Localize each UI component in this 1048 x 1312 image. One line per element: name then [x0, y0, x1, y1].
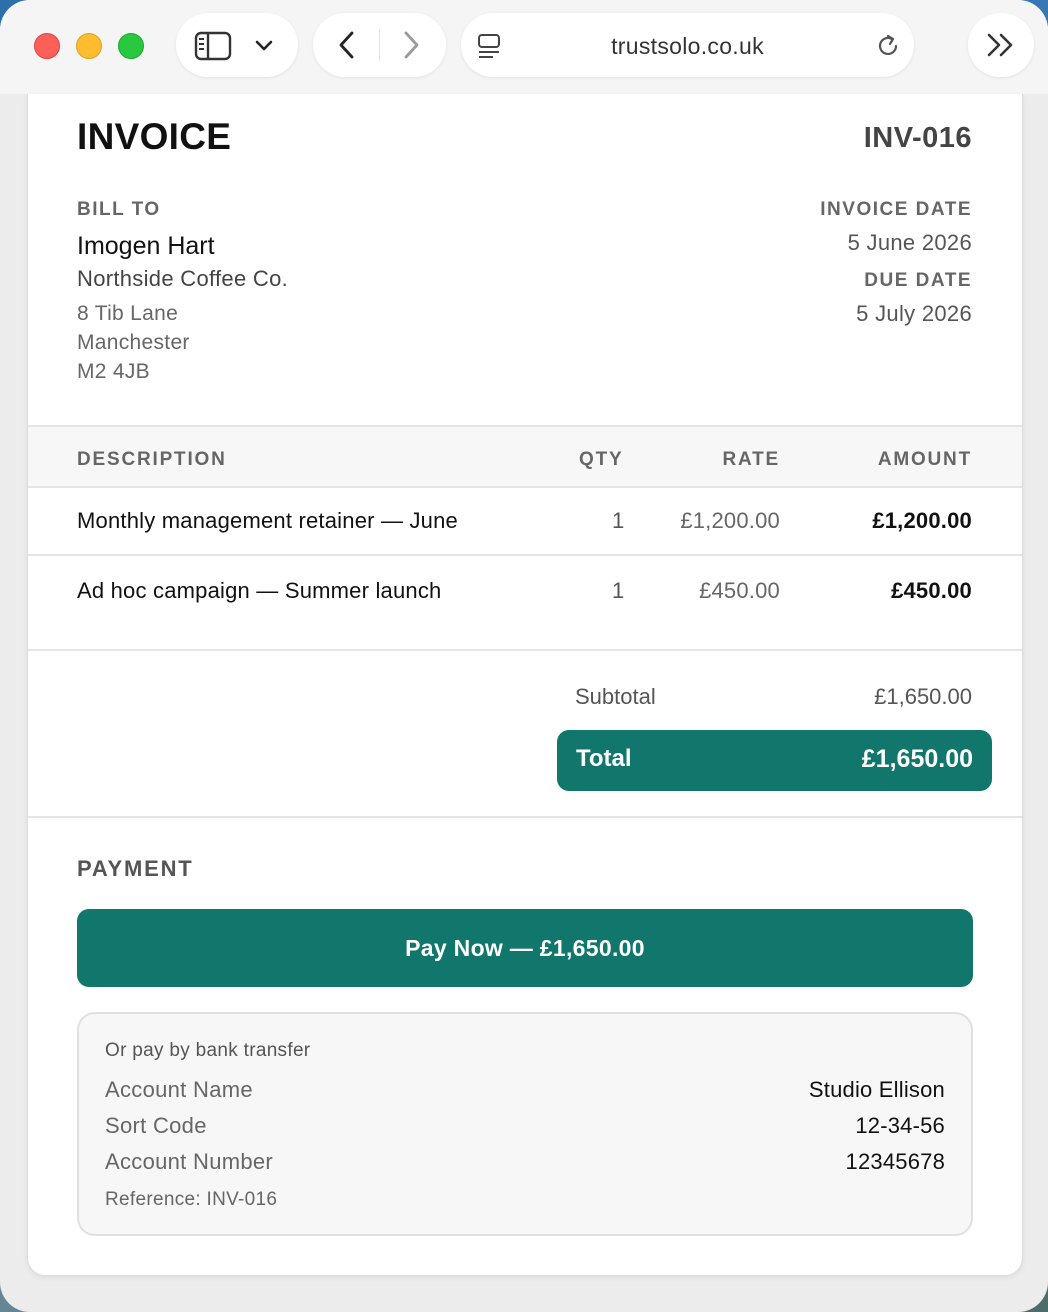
table-row [28, 558, 1022, 626]
account-name-label: Account Name [105, 1077, 253, 1102]
sort-code-value: 12-34-56 [855, 1113, 945, 1138]
client-name: Imogen Hart [77, 232, 215, 260]
column-header-qty: QTY [579, 449, 624, 470]
pay-now-button[interactable]: Pay Now — £1,650.00 [77, 909, 973, 987]
zoom-window-button[interactable] [118, 33, 144, 59]
account-number-value: 12345678 [845, 1149, 945, 1174]
back-icon[interactable] [335, 29, 359, 61]
row-description: Monthly management retainer — June [77, 508, 458, 533]
more-tools-group [968, 13, 1034, 77]
sidebar-toggle-group [176, 13, 298, 77]
column-header-rate: RATE [722, 449, 780, 470]
due-date-label: DUE DATE [864, 270, 972, 291]
row-amount: £1,200.00 [872, 508, 972, 533]
address-line: M2 4JB [77, 360, 150, 383]
address-bar[interactable] [461, 13, 914, 77]
table-row [28, 488, 1022, 556]
url-text[interactable]: trustsolo.co.uk [611, 33, 764, 59]
account-name-value: Studio Ellison [808, 1077, 945, 1102]
column-header-description: DESCRIPTION [77, 449, 227, 470]
payment-reference: Reference: INV-016 [105, 1189, 278, 1210]
client-company: Northside Coffee Co. [77, 266, 289, 291]
row-rate: £450.00 [699, 578, 780, 603]
address-line: 8 Tib Lane [77, 302, 179, 325]
due-date: 5 July 2026 [856, 301, 972, 326]
forward-icon[interactable] [399, 29, 423, 61]
row-rate: £1,200.00 [680, 508, 780, 533]
subtotal-label: Subtotal [575, 684, 656, 709]
sort-code-label: Sort Code [105, 1113, 207, 1138]
bank-transfer-box [77, 1012, 973, 1236]
total-value: £1,650.00 [861, 745, 973, 773]
chevrons-right-icon[interactable] [985, 31, 1017, 59]
invoice-date: 5 June 2026 [847, 230, 972, 255]
invoice-title: INVOICE [77, 116, 232, 157]
invoice-number: INV-016 [863, 122, 972, 154]
browser-toolbar [0, 0, 1048, 94]
bank-transfer-title: Or pay by bank transfer [105, 1040, 311, 1061]
invoice-page [27, 94, 1023, 1276]
row-amount: £450.00 [891, 578, 972, 603]
row-qty: 1 [612, 578, 625, 603]
payment-label: PAYMENT [77, 856, 194, 881]
chevron-down-icon[interactable] [254, 37, 274, 53]
account-number-label: Account Number [105, 1149, 274, 1174]
bill-to-label: BILL TO [77, 199, 161, 220]
row-description: Ad hoc campaign — Summer launch [77, 578, 442, 603]
totals-divider [28, 816, 1022, 818]
total-bar [557, 730, 992, 791]
total-label: Total [576, 745, 632, 772]
subtotal-value: £1,650.00 [874, 684, 972, 709]
sidebar-icon[interactable] [194, 31, 232, 61]
nav-divider [379, 29, 380, 61]
row-qty: 1 [612, 508, 625, 533]
column-header-amount: AMOUNT [877, 449, 972, 470]
reload-icon[interactable] [875, 33, 901, 59]
invoice-date-label: INVOICE DATE [820, 199, 972, 220]
address-line: Manchester [77, 331, 190, 354]
table-header [28, 425, 1022, 488]
minimize-window-button[interactable] [76, 33, 102, 59]
table-divider [28, 649, 1022, 651]
navigation-group [313, 13, 446, 77]
close-window-button[interactable] [34, 33, 60, 59]
